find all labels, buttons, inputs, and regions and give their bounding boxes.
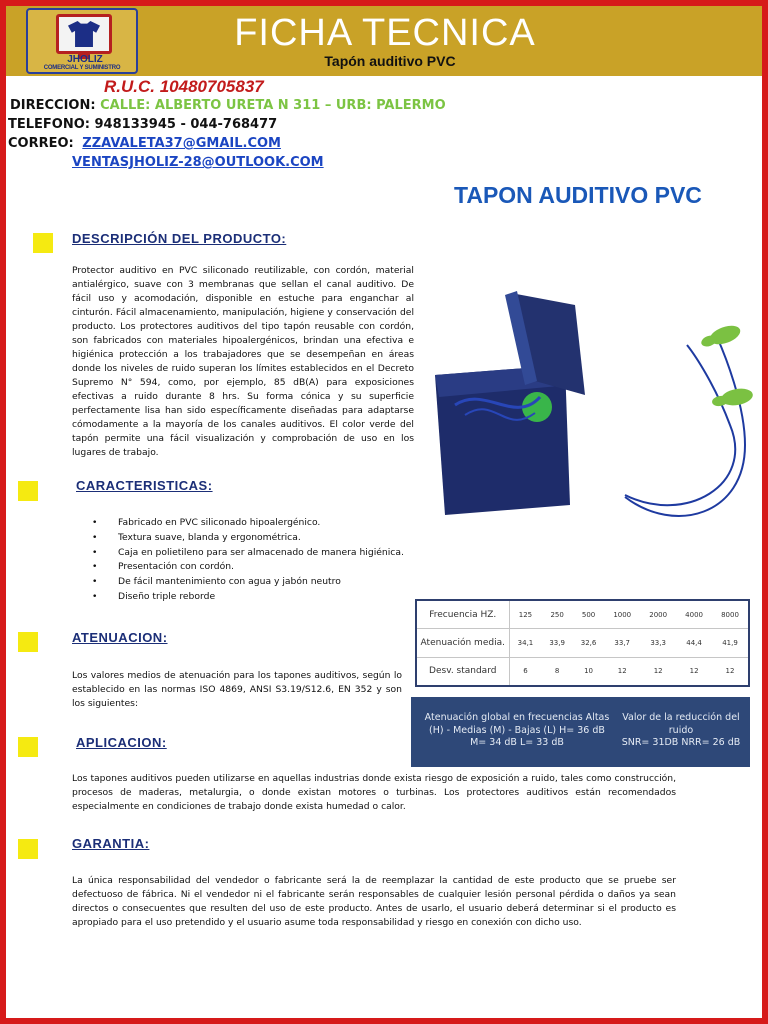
section-marker-aplicacion [18,737,38,757]
phone-line [8,117,277,132]
noise-reduction-line: ruido [668,724,694,736]
section-marker-caracteristicas [18,481,38,501]
row-header: Atenuación media. [417,629,509,658]
feature-item: • Fabricado en PVC siliconado hipoalergénico. [92,516,432,531]
table-cell: 12 [725,667,735,676]
description-text: Protector auditivo en PVC siliconado reutilizable, con cordón, material antialérgico, suave con 3 membranas que sellan el canal auditivo. De fácil uso y acomodación, disponible en estuche para enganchar al cinturón. Fácil almacenamiento, manipulación, higiene y conservación del producto. Los protectores auditivos del tipo tapón reusable con cordón, son fabricados con materiales hipoalergénicos, brindan una efectiva e higiénica protección a los trabajadores que se desempeñan en áreas donde los niveles de ruido superan los límites establecidos en el Decreto Supremo N° 594, como, por ejemplo, 85 dB(A) para exposiciones efectivas a ruido durante 8 hrs. Su forma cónica y su superficie perfectamente lisa han sido específicamente diseñadas para adaptarse cómodamente a la mayoría de los canales auditivos. El color verde del tapón permite una fácil visualización y comprobación de uso en los lugares de trabajo. [72,265,414,458]
table-cell: 2000 [640,601,676,629]
earplug-case-illustration [425,285,757,525]
section-marker-atenuacion [18,632,38,652]
address-label: DIRECCION: [10,98,96,113]
table-cell: 12 [689,667,699,676]
company-logo [26,8,138,74]
address-line [10,98,446,113]
table-cell: 1000 [604,601,640,629]
table-cell: 6 [523,667,528,676]
noise-reduction-line: Valor de la reducción del [622,712,740,723]
application-text: Los tapones auditivos pueden utilizarse en aquellas industrias donde exista riesgo de exposición a ruido, tales como construcción, procesos de maderas, metalurgia, o donde existan motores o turbinas. Los protectores auditivos están recomendados especialmente en condiciones de trabajo donde exista humedad o calor. [72,773,676,812]
table-cell: 10 [584,667,594,676]
table-row [417,657,748,685]
section-title-caracteristicas: CARACTERISTICAS: [76,478,213,493]
ruc-number: R.U.C. 10480705837 [104,77,264,96]
section-title-garantia: GARANTIA: [72,836,150,851]
table-cell: 34,1 [509,629,541,658]
email-line-2 [72,155,324,170]
product-title: TAPON AUDITIVO PVC [454,182,702,208]
section-marker-garantia [18,839,38,859]
table-cell: 33,9 [541,629,572,658]
feature-item: • Presentación con cordón. [92,560,432,575]
attenuation-summary-box [411,697,750,767]
noise-reduction [617,712,745,750]
email-label: CORREO: [8,136,74,151]
table-cell: 8 [554,667,560,676]
table-row [417,629,748,658]
table-cell: 12 [653,667,663,676]
global-attenuation [419,712,615,750]
table-cell: 41,9 [712,629,748,658]
email-link-1[interactable]: ZZAVALETA37@GMAIL.COM [82,136,281,151]
feature-item: • Caja en polietileno para ser almacenado de manera higiénica. [92,546,432,561]
address-value: CALLE: ALBERTO URETA N 311 – URB: PALERMO [100,98,446,113]
features-list [92,516,432,605]
global-attenuation-line: M= 34 dB L= 33 dB [470,737,564,748]
row-header: Desv. standard [417,657,509,685]
table-cell: 33,7 [604,629,640,658]
table-cell: 32,6 [573,629,604,658]
page-title: FICHA TECNICA [234,12,536,54]
table-cell: 33,3 [640,629,676,658]
global-attenuation-line: Atenuación global en frecuencias Altas [424,712,610,723]
feature-item: • Textura suave, blanda y ergonométrica. [92,531,432,546]
section-title-descripcion: DESCRIPCIÓN DEL PRODUCTO: [72,231,287,246]
phone-label: TELEFONO: [8,117,90,132]
section-title-atenuacion: ATENUACION: [72,630,168,645]
table-cell: 4000 [676,601,712,629]
logo-subtitle: COMERCIAL Y SUMINISTRO [43,65,121,71]
attenuation-table [415,599,750,687]
table-cell: 8000 [712,601,748,629]
table-cell: 44,4 [676,629,712,658]
phone-value: 948133945 - 044-768477 [94,117,278,132]
logo-name: JHOLIZ [67,54,103,65]
table-cell: 500 [573,601,604,629]
table-cell: 125 [509,601,541,629]
section-marker-descripcion [33,233,53,253]
attenuation-text: Los valores medios de atenuación para los tapones auditivos, según lo establecido en las normas ISO 4869, ANSI S3.19/S12.6, EN 352 y son los siguientes: [72,670,402,709]
row-header: Frecuencia HZ. [417,601,509,629]
table-row [417,601,748,629]
warranty-text: La única responsabilidad del vendedor o fabricante será la de reemplazar la cantidad de este producto que se pruebe ser defectuoso de fábrica. Ni el vendedor ni el fabricante serán responsables de cualquier lesión personal pérdida o daños ya sean directos o consecuentes que resulten del uso de este producto. Antes de usarlo, el usuario deberá determinar si el producto es apropiado para el uso pretendido y el usuario asume toda responsabilidad y riesgo en conexión con dicho uso. [72,875,676,928]
page-subtitle: Tapón auditivo PVC [324,53,456,69]
section-title-aplicacion: APLICACION: [76,735,167,750]
global-attenuation-line: (H) - Medias (M) - Bajas (L) H= 36 dB [429,724,605,736]
email-link-2[interactable]: VENTASJHOLIZ-28@OUTLOOK.COM [72,155,324,170]
table-cell: 250 [541,601,572,629]
table-cell: 12 [617,667,627,676]
noise-reduction-line: SNR= 31DB NRR= 26 dB [621,737,741,748]
email-line [8,136,281,151]
feature-item: • De fácil mantenimiento con agua y jabón neutro [92,575,432,590]
feature-item: • Diseño triple reborde [92,590,432,605]
